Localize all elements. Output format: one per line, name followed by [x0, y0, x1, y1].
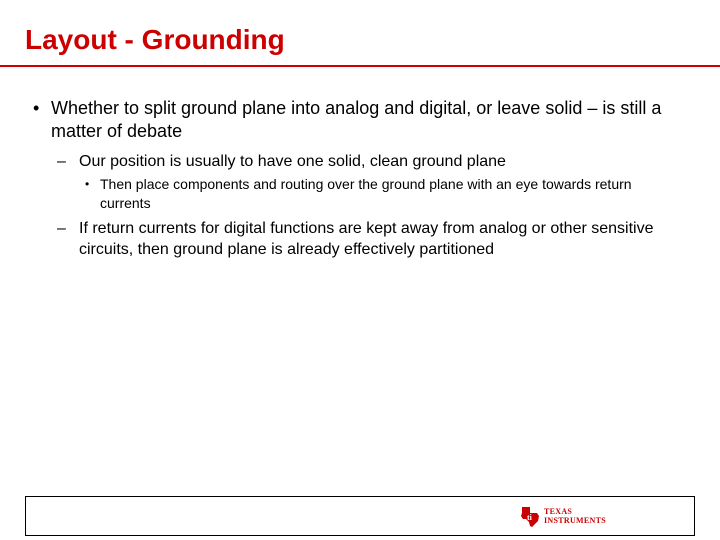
bullet-marker: •	[85, 177, 90, 191]
bullet-text: Our position is usually to have one solid, clean ground plane	[79, 153, 506, 170]
texas-state-icon	[518, 505, 542, 529]
bullet-level1	[33, 97, 693, 143]
bullet-text: Then place components and routing over the ground plane with an eye towards return currents	[100, 176, 632, 211]
slide-title: Layout - Grounding	[25, 24, 285, 55]
bullet-level3	[85, 175, 685, 213]
bullet-text: If return currents for digital functions are kept away from analog or other sensitive circuits, then ground plane is already effectively partitioned	[79, 220, 654, 258]
title-rule	[0, 65, 720, 67]
dash-marker: –	[57, 220, 66, 237]
svg-text:ti: ti	[527, 513, 532, 522]
logo-wordmark	[544, 507, 606, 525]
bullet-level2	[57, 218, 677, 260]
bullet-text: Whether to split ground plane into analog and digital, or leave solid – is still a matter of debate	[51, 98, 662, 141]
dash-marker: –	[57, 153, 66, 170]
logo-line1: TEXAS	[544, 507, 573, 516]
bullet-marker: •	[33, 98, 40, 118]
texas-instruments-logo	[518, 505, 618, 529]
bullet-level2	[57, 151, 697, 172]
logo-line2: INSTRUMENTS	[544, 516, 606, 525]
